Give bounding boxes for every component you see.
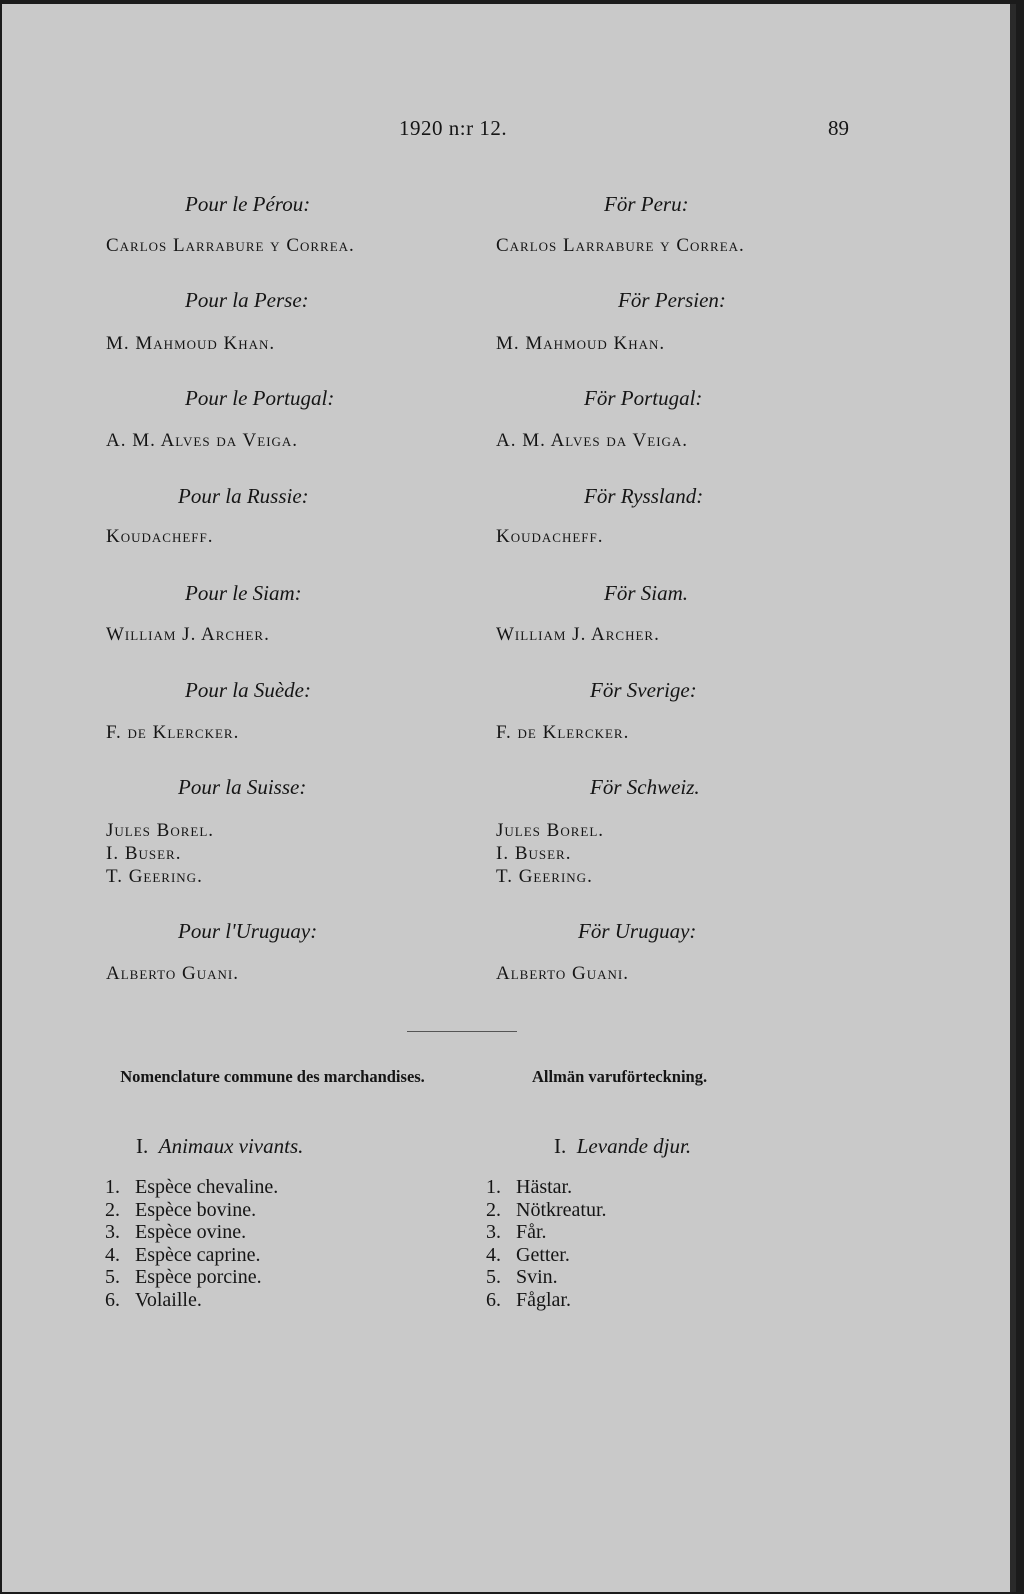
fr-heading-persia: Pour la Perse: — [185, 288, 309, 312]
fr-heading-switzerland: Pour la Suisse: — [178, 775, 307, 799]
sv-item-list — [486, 1176, 607, 1311]
fr-heading-siam: Pour le Siam: — [185, 581, 302, 605]
sv-heading-uruguay: För Uruguay: — [578, 919, 697, 943]
sv-heading-portugal: För Portugal: — [584, 386, 703, 410]
list-item: 2. Espèce bovine. — [105, 1198, 257, 1221]
document-page — [2, 4, 1016, 1592]
sv-heading-sweden: För Sverige: — [590, 678, 697, 702]
sv-nomenclature-heading: Allmän varuförteckning. — [532, 1067, 708, 1086]
fr-name-portugal: A. M. Alves da Veiga. — [106, 430, 299, 451]
fr-heading-uruguay: Pour l'Uruguay: — [178, 919, 318, 943]
fr-names-switzerland: Jules Borel. I. Buser. T. Geering. — [106, 820, 215, 887]
list-item: 3. Får. — [486, 1221, 547, 1243]
list-item: 6. Volaille. — [105, 1288, 202, 1311]
sv-name-portugal: A. M. Alves da Veiga. — [496, 430, 689, 451]
list-item: 4. Getter. — [486, 1243, 570, 1266]
sv-name-sweden: F. de Klercker. — [496, 722, 630, 743]
sv-names-switzerland: Jules Borel. I. Buser. T. Geering. — [496, 820, 605, 887]
list-item: 6. Fåglar. — [486, 1288, 571, 1311]
fr-name-siam: William J. Archer. — [106, 624, 270, 645]
sv-name-peru: Carlos Larrabure y Correa. — [496, 235, 745, 256]
sv-heading-siam: För Siam. — [604, 581, 688, 605]
fr-name-sweden: F. de Klercker. — [106, 722, 240, 743]
sv-name-persia: M. Mahmoud Khan. — [496, 333, 666, 354]
fr-name-persia: M. Mahmoud Khan. — [106, 333, 276, 354]
sv-heading-switzerland: För Schweiz. — [590, 775, 700, 799]
sv-name-uruguay: Alberto Guani. — [496, 963, 629, 984]
list-item: 2. Nötkreatur. — [486, 1198, 607, 1221]
fr-name-russia: Koudacheff. — [106, 526, 214, 547]
list-item: 1. Espèce chevaline. — [105, 1176, 279, 1198]
running-header: 1920 n:r 12. — [399, 116, 508, 140]
section-divider — [407, 1031, 517, 1032]
sv-heading-persia: För Persien: — [618, 288, 726, 312]
list-item: 5. Svin. — [486, 1266, 558, 1288]
fr-nomenclature-heading: Nomenclature commune des marchandises. — [120, 1067, 425, 1086]
fr-name-peru: Carlos Larrabure y Correa. — [106, 235, 355, 256]
fr-name-uruguay: Alberto Guani. — [106, 963, 239, 984]
list-item: 3. Espèce ovine. — [105, 1221, 247, 1243]
sv-section-title: I. Levande djur. — [554, 1134, 692, 1158]
list-item: 1. Hästar. — [486, 1176, 573, 1198]
fr-heading-russia: Pour la Russie: — [178, 484, 309, 508]
page-number: 89 — [828, 116, 849, 140]
fr-heading-portugal: Pour le Portugal: — [185, 386, 335, 410]
fr-heading-peru: Pour le Pérou: — [185, 192, 311, 216]
list-item: 5. Espèce porcine. — [105, 1266, 262, 1288]
list-item: 4. Espèce caprine. — [105, 1243, 261, 1266]
sv-heading-peru: För Peru: — [604, 192, 689, 216]
fr-heading-sweden: Pour la Suède: — [185, 678, 311, 702]
sv-heading-russia: För Ryssland: — [584, 484, 704, 508]
sv-name-russia: Koudacheff. — [496, 526, 604, 547]
fr-item-list — [105, 1176, 278, 1311]
fr-section-title: I. Animaux vivants. — [136, 1134, 304, 1158]
sv-name-siam: William J. Archer. — [496, 624, 660, 645]
